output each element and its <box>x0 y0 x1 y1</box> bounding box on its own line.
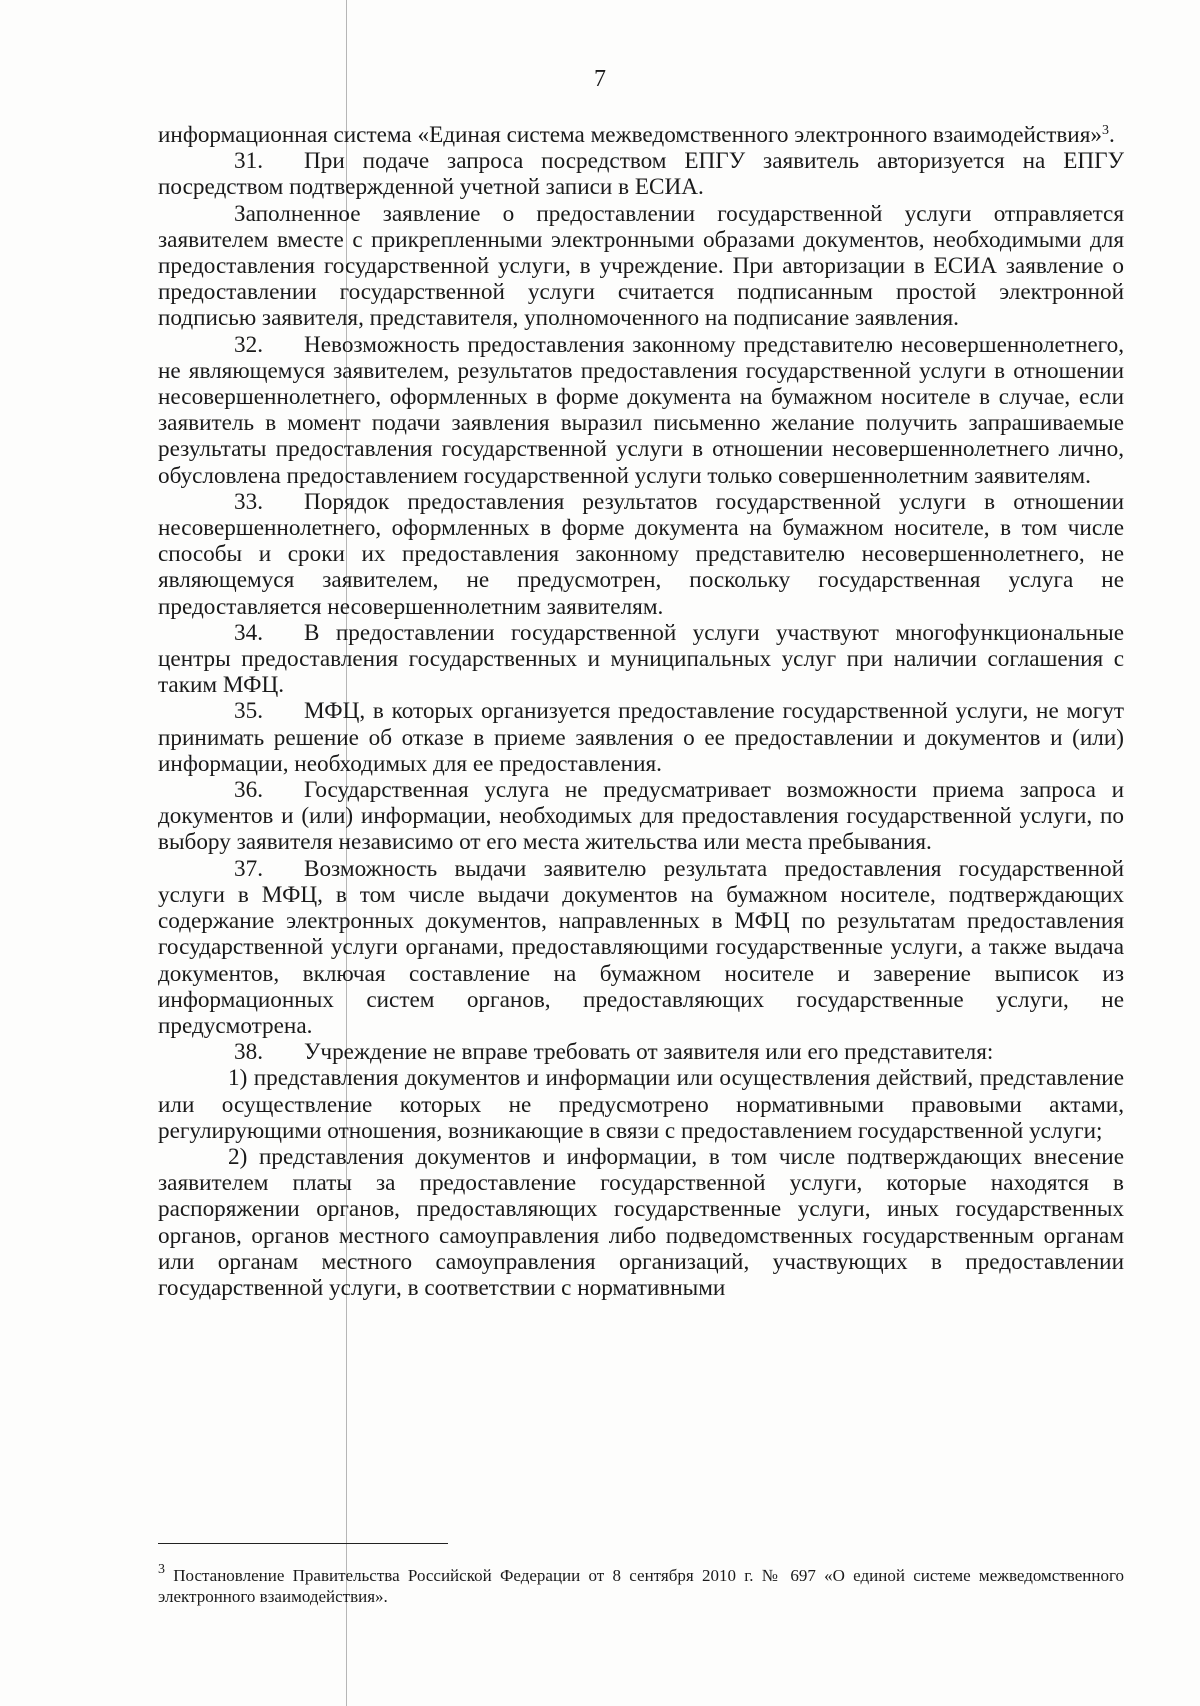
paragraph-31-continued: Заполненное заявление о предоставлении государственной услуги отправляется заявителем вместе с прикрепленными электронными образами документов, необходимыми для предоставления государственной услуги, в учреждение. При авторизации в ЕСИА заявление о предоставлении государственной услуги считается подписанным простой электронной подписью заявителя, представителя, уполномоченного на подписание заявления. <box>158 200 1124 332</box>
document-body <box>158 122 1124 1301</box>
paragraph-38: 38. Учреждение не вправе требовать от заявителя или его представителя: <box>234 1039 994 1066</box>
paragraph-34: 34. В предоставлении государственной услуги участвуют многофункциональные центры предоставления государственных и муниципальных услуг при наличии соглашения с таким МФЦ. <box>158 619 1124 699</box>
paragraph-continuation: информационная система «Единая система межведомственного электронного взаимодействия»$^3$. <box>158 122 1115 148</box>
item-number: 33. <box>234 488 263 515</box>
paragraph-33: 33. Порядок предоставления результатов государственной услуги в отношении несовершеннолетнего, оформленных в форме документа на бумажном носителе, в том числе способы и сроки их предоставления законному представителю несовершеннолетнего, не являющемуся заявителем, не предусмотрен, поскольку государственная услуга не предоставляется несовершеннолетним заявителям. <box>158 488 1124 620</box>
item-number: 37. <box>234 855 263 882</box>
footnote-marker: 3 <box>158 1562 165 1577</box>
item-number: 35. <box>234 698 263 725</box>
footnote-text: Постановление Правительства Российской Федерации от 8 сентября 2010 г. № 697 «О единой системе межведомственного электронного взаимодействия». <box>158 1566 1125 1606</box>
paragraph-35: 35. МФЦ, в которых организуется предоставление государственной услуги, не могут принимать решение об отказе в приеме заявления о ее предоставлении и документов и (или) информации, необходимых для ее предоставления. <box>158 698 1124 777</box>
footnote-reference: 3 <box>1101 123 1109 138</box>
footnote <box>158 1562 1125 1607</box>
paragraph-36: 36. Государственная услуга не предусматривает возможности приема запроса и документов и (или) информации, необходимых для предоставления государственной услуги, по выбору заявителя независимо от его места жительства или места пребывания. <box>158 777 1124 856</box>
list-item-2: 2) представления документов и информации, в том числе подтверждающих внесение заявителем платы за предоставление государственной услуги, которые находятся в распоряжении органов, предоставляющих государственные услуги, иных государственных органов, органов местного самоуправления либо подведомственных государственным органам или органам местного самоуправления организаций, участвующих в предоставлении государственной услуги, в соответствии с нормативными <box>158 1143 1124 1301</box>
list-item-1: 1) представления документов и информации или осуществления действий, представление или осуществление которых не предусмотрено нормативными правовыми актами, регулирующими отношения, возникающие в связи с предоставлением государственной услуги; <box>158 1065 1124 1144</box>
item-number: 32. <box>234 331 263 358</box>
item-number: 31. <box>234 148 263 175</box>
item-number: 38. <box>234 1039 263 1066</box>
item-number: 34. <box>234 619 263 646</box>
paragraph-37: 37. Возможность выдачи заявителю результата предоставления государственной услуги в МФЦ, в том числе выдачи документов на бумажном носителе, подтверждающих содержание электронных документов, направленных в МФЦ по результатам предоставления государственной услуги органами, предоставляющими государственные услуги, а также выдача документов, включая составление на бумажном носителе и заверение выписок из информационных систем органов, предоставляющих государственные услуги, не предусмотрена. <box>158 855 1124 1039</box>
paragraph-31: 31. При подаче запроса посредством ЕПГУ заявитель авторизуется на ЕПГУ посредством подтвержденной учетной записи в ЕСИА. <box>158 148 1124 201</box>
page-number: 7 <box>594 66 606 92</box>
paragraph-32: 32. Невозможность предоставления законному представителю несовершеннолетнего, не являющемуся заявителем, результатов предоставления государственной услуги в отношении несовершеннолетнего, оформленных в форме документа на бумажном носителе в случае, если заявитель в момент подачи заявления выразил письменно желание получить запрашиваемые результаты предоставления государственной услуги в отношении несовершеннолетнего лично, обусловлена предоставлением государственной услуги только совершеннолетним заявителям. <box>158 331 1124 489</box>
item-number: 36. <box>234 777 263 804</box>
footnote-divider <box>158 1543 448 1544</box>
